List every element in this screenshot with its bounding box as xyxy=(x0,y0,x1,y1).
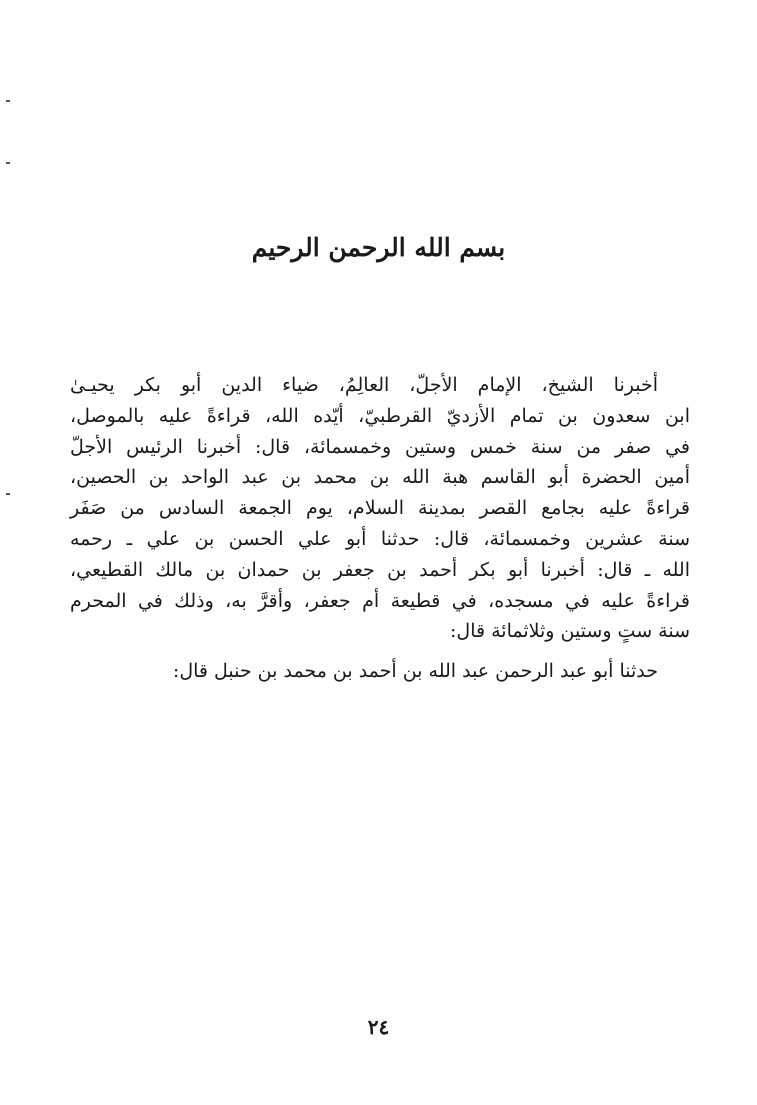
text-line: في صفر من سنة خمس وستين وخمسمائة، قال: أخبرنا الرئيس الأجلّ xyxy=(70,435,690,458)
text-line: قراءةً عليه بجامع القصر بمدينة السلام، يوم الجمعة السادس من صَفَر xyxy=(70,497,690,520)
text-line: سنة عشرين وخمسمائة، قال: حدثنا أبو علي الحسن بن علي ـ رحمه xyxy=(70,527,690,550)
text-line: قراءةً عليه في مسجده، في قطيعة أم جعفر، وأقرَّ به، وذلك في المحرم xyxy=(70,589,690,612)
text-line: ابن سعدون بن تمام الأزديّ القرطبيّ، أيّده الله، قراءةً عليه بالموصل، xyxy=(70,404,690,427)
page-number: ٢٤ xyxy=(367,1015,390,1039)
text-line: أخبرنا الشيخ، الإمام الأجلّ، العالِمُ، ضياء الدين أبو بكر يحيـىٰ xyxy=(70,374,658,396)
isnad-paragraph xyxy=(70,370,690,687)
margin-mark xyxy=(6,100,10,102)
text-line: سنة ستٍ وستين وثلاثمائة قال: xyxy=(449,620,690,643)
text-line: الله ـ قال: أخبرنا أبو بكر أحمد بن جعفر بن حمدان بن مالك القطيعي، xyxy=(70,558,690,581)
narration-chain-line: حدثنا أبو عبد الرحمن عبد الله بن أحمد بن محمد بن حنبل قال: xyxy=(172,660,658,683)
margin-mark xyxy=(6,162,10,164)
text-line: أمين الحضرة أبو القاسم هبة الله بن محمد بن عبد الواحد بن الحصين، xyxy=(70,466,690,489)
margin-mark xyxy=(6,493,10,495)
basmala-heading: بسم الله الرحمن الرحيم xyxy=(251,233,506,262)
